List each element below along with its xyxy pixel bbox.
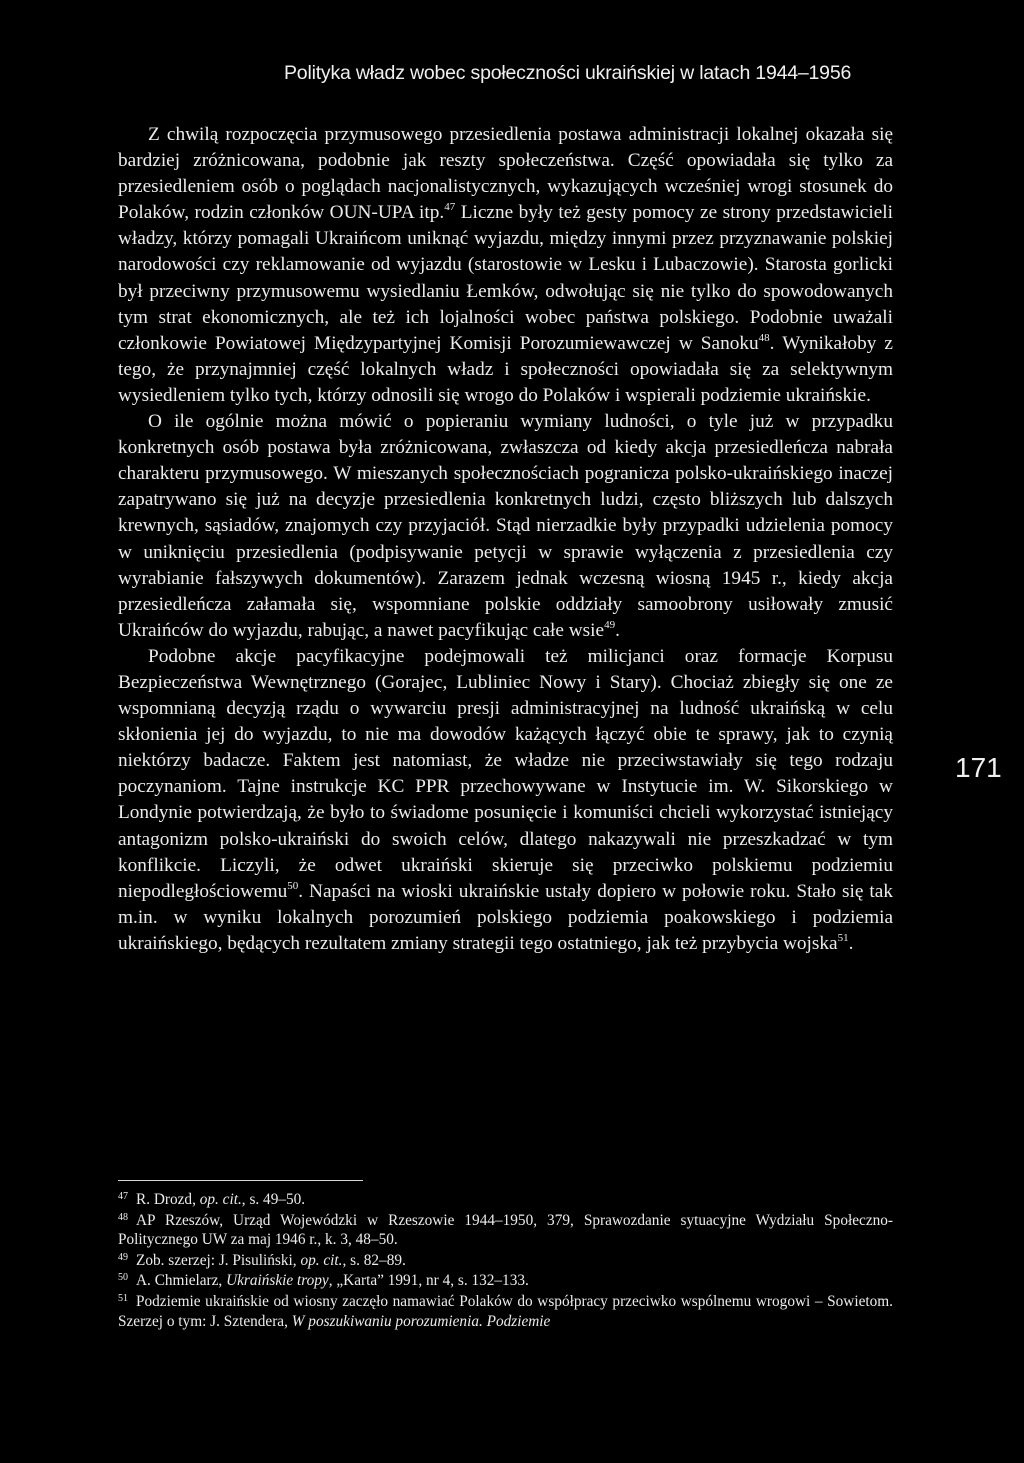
footnote-text: A. Chmielarz, [136,1272,227,1290]
footnote-divider [118,1180,363,1181]
running-header: Polityka władz wobec społeczności ukraińskiej w latach 1944–1956 [284,62,852,84]
paragraph-3 [118,644,893,957]
footnote-number: 50 [118,1272,128,1284]
text-run: Z chwilą rozpoczęcia przymusowego przesiedlenia postawa administracji lokalnej okazała się bardziej zróżnicowana, podobnie jak reszty społeczeństwa. Część opowiadała się tylko za przesiedleniem osób o poglądach nacjonalistycznych, wykazujących wcześniej wrogi stosunek do Polaków, rodzin członków OUN-UPA itp. [118,124,893,224]
footnote-text: , s. 49–50. [241,1191,306,1208]
page-number: 171 [955,752,1002,783]
footnote-text: Zob. szerzej: J. Pisuliński, [136,1251,301,1269]
footnote-text: AP Rzeszów, Urząd Wojewódzki w Rzeszowie 1944–1950, 379, Sprawozdanie sytuacyjne Wydziału Społeczno-Politycznego UW za maj 1946 r., k. 3, 48–50. [118,1211,893,1249]
footnote-51 [118,1292,893,1331]
text-run: Podobne akcje pacyfikacyjne podejmowali też milicjanci oraz formacje Korpusu Bezpieczeństwa Wewnętrznego (Gorajec, Lubliniec Nowy i Stary). Chociaż zbiegły się one ze wspomnianą decyzją rządu o wywarciu presji administracyjnej na ludność ukraińską w celu skłonienia jej do wyjazdu, to nie ma dowodów każących łączyć obie te sprawy, jak to czynią niektórzy badacze. Faktem jest natomiast, że władze nie przeciwstawiały się tego rodzaju poczynaniom. Tajne instrukcje KC PPR przechowywane w Instytucie im. W. Sikorskiego w Londynie potwierdzają, że było to świadome posunięcie i komuniści chcieli wykorzystać istniejący antagonizm polsko-ukraiński do swoich celów, dlatego nakazywali nie przeszkadzać w tym konflikcie. Liczyli, że odwet ukraiński skieruje się przeciwko polskiemu podziemiu niepodległościowemu [118,645,893,902]
text-run: . [615,619,620,641]
footnote-text: R. Drozd, [136,1191,200,1208]
footnote-ref-50: 50 [287,879,299,892]
paragraph-1 [118,122,893,409]
body-text [118,122,893,957]
text-run: Liczne były też gesty pomocy ze strony przedstawicieli władzy, którzy pomagali Ukraińcom uniknąć wyjazdu, między innymi przez przyznawanie polskiej narodowości czy reklamowanie od wyjazdu (starostowie w Lesku i Lubaczowie). Starosta gorlicki był przeciwny przymusowemu wysiedlaniu Łemków, odwołując się nie tylko do spowodowanych tym strat ekonomicznych, ale też ich lojalności wobec państwa polskiego. Podobnie uważali członkowie Powiatowej Międzypartyjnej Komisji Porozumiewawczej w Sanoku [118,202,893,354]
paragraph-2 [118,409,893,644]
footnote-ref-48: 48 [758,331,770,344]
footnote-text: , „Karta” 1991, nr 4, s. 132–133. [328,1272,529,1290]
footnote-48 [118,1211,893,1250]
footnote-50 [118,1271,893,1291]
footnote-italic: op. cit. [300,1251,343,1269]
footnote-italic: Ukraińskie tropy [226,1272,329,1290]
footnote-ref-51: 51 [837,931,849,944]
text-run: O ile ogólnie można mówić o popieraniu wymiany ludności, o tyle już w przypadku konkretnych osób postawa była zróżnicowana, zwłaszcza od kiedy akcja przesiedleńcza nabrała charakteru przymusowego. W mieszanych społecznościach pogranicza polsko-ukraińskiego inaczej zapatrywano się już na decyzje przesiedlenia konkretnych ludzi, często bliższych lub dalszych krewnych, sąsiadów, znajomych czy przyjaciół. Stąd nierzadkie były przypadki udzielenia pomocy w uniknięciu przesiedlenia (podpisywanie petycji w sprawie wyłączenia z przesiedlenia czy wyrabianie fałszywych dokumentów). Zarazem jednak wczesną wiosną 1945 r., kiedy akcja przesiedleńcza załamała się, wspomniane polskie oddziały samoobrony usiłowały zmusić Ukraińców do wyjazdu, rabując, a nawet pacyfikując całe wsie [118,411,893,641]
footnote-italic: W poszukiwaniu porozumienia. Podziemie [291,1312,551,1330]
text-run: . Wynikałoby z tego, że przynajmniej część lokalnych władz i społeczności opowiadała się za selektywnym wysiedleniem tylko tych, którzy odnosili się wrogo do Polaków i wspierali podziemie ukraińskie. [118,332,893,406]
footnote-49 [118,1251,893,1271]
footnotes [118,1190,893,1332]
footnote-text: , s. 82–89. [342,1251,406,1269]
footnote-ref-49: 49 [604,618,616,631]
footnote-text: Podziemie ukraińskie od wiosny zaczęło namawiać Polaków do współpracy przeciwko wspólnemu wrogowi – Sowietom. Szerzej o tym: J. Sztendera, [118,1292,893,1330]
text-run: . Napaści na wioski ukraińskie ustały dopiero w połowie roku. Stało się tak m.in. w wyniku lokalnych porozumień polskiego podziemia poakowskiego i podziemia ukraińskiego, będących rezultatem zmiany strategii tego ostatniego, jak też przybycia wojska [118,880,893,954]
footnote-ref-47: 47 [444,201,456,214]
footnote-47 [118,1190,893,1210]
footnote-number: 48 [118,1211,128,1223]
footnote-italic: op. cit. [199,1191,242,1208]
footnote-number: 49 [118,1251,128,1263]
text-run: . [848,932,854,954]
footnote-number: 51 [118,1292,128,1304]
footnote-number: 47 [118,1191,128,1202]
